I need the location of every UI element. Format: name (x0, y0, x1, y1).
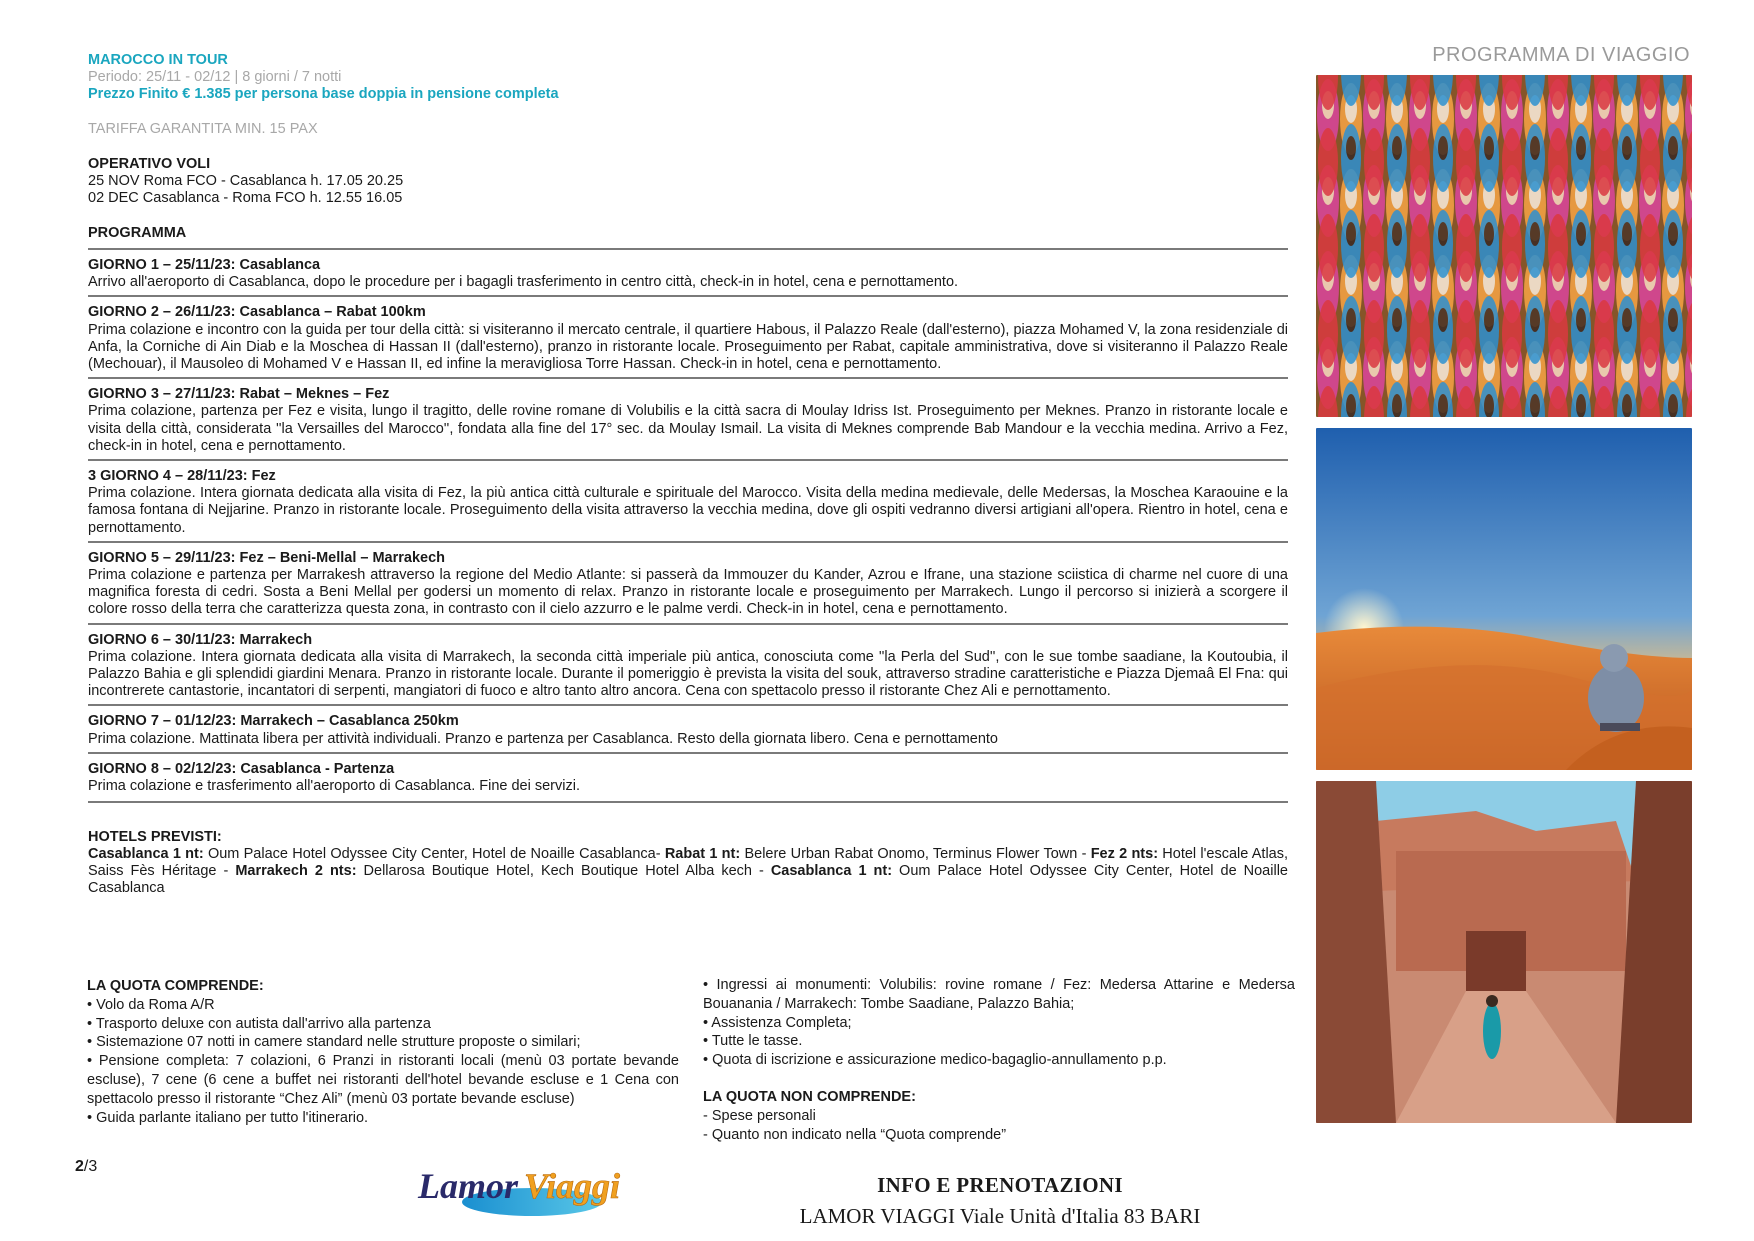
info-address: LAMOR VIAGGI Viale Unità d'Italia 83 BARI (799, 1204, 1201, 1228)
day-title: 3 GIORNO 4 – 28/11/23: Fez (88, 468, 276, 485)
kasbah-alley-photo (1316, 781, 1692, 1123)
includes-right-column (703, 976, 1295, 1144)
includes-item: • Assistenza Completa; (703, 1014, 852, 1031)
day-text: Prima colazione. Mattinata libera per attività individuali. Pranzo e partenza per Casablanca. Resto della giornata libero. Cena e pernottamento (88, 730, 998, 747)
day-text: Prima colazione e trasferimento all'aeroporto di Casablanca. Fine dei servizi. (88, 778, 580, 795)
day-text: Prima colazione e incontro con la guida per tour della città: si visiteranno il mercato centrale, il quartiere Habous, il Palazzo Reale (dall'esterno), piazza Mohamed V, la zona residenziale di Anfa, la Corniche di Ain Diab e la Moschea di Hassan II (dall'esterno), pranzo in ristorante locale. Proseguimento per Rabat, capitale amministrativa, dove si visiteranno il Palazzo Reale (Mechouar), il Mausoleo di Mohamed V e Hassan II, ed infine la meravigliosa Torre Hassan. Check-in in hotel, cena e pernottamento. (88, 321, 1288, 373)
includes-item: • Sistemazione 07 notti in camere standard nelle strutture proposte o similari; (87, 1034, 581, 1051)
hotels-heading: HOTELS PREVISTI: (88, 829, 222, 846)
includes-item: • Tutte le tasse. (703, 1033, 803, 1050)
includes-item: • Pensione completa: 7 colazioni, 6 Pranzi in ristoranti locali (menù 03 portate bevande escluse), 7 cene (6 cene a buffet nei ristoranti dell'hotel bevande escluse e 1 Cena con spettacolo presso il ristorante “Chez Ali” (menù 03 portate bevande escluse) (87, 1053, 679, 1107)
tariff-note: TARIFFA GARANTITA MIN. 15 PAX (88, 121, 318, 137)
includes-item: • Volo da Roma A/R (87, 996, 215, 1013)
day-title: GIORNO 1 – 25/11/23: Casablanca (88, 257, 321, 273)
lamor-viaggi-logo (412, 1158, 652, 1222)
page-header-title: PROGRAMMA DI VIAGGIO (1432, 44, 1690, 66)
svg-text:Viaggi: Viaggi (524, 1166, 621, 1206)
flight-row-2: 02 DEC Casablanca - Roma FCO h. 12.55 16.05 (88, 190, 403, 206)
hotels-list: Casablanca 1 nt: Oum Palace Hotel Odyssee City Center, Hotel de Noaille Casablanca- Rabat 1 nt: Belere Urban Rabat Onomo, Terminus Flower Town - Fez 2 nts: Hotel l'escale Atlas, Saiss Fès Héritage - Marrakech 2 nts: Dellarosa Boutique Hotel, Kech Boutique Hotel Alba kech - Casablanca 1 nt: Oum Palace Hotel Odyssee City Center, Hotel de Noaille Casablanca (88, 846, 1289, 897)
flights-heading: OPERATIVO VOLI (88, 156, 211, 172)
day-title: GIORNO 5 – 29/11/23: Fez – Beni-Mellal – Marrakech (88, 549, 446, 566)
svg-text:Lamor: Lamor (418, 1166, 519, 1206)
day-title: GIORNO 2 – 26/11/23: Casablanca – Rabat 100km (88, 304, 426, 321)
day-text: Prima colazione, partenza per Fez e visita, lungo il tragitto, delle rovine romane di Volubilis e la città sacra di Moulay Idriss Ist. Proseguimento per Meknes. Pranzo in ristorante locale e visita della città, considerata ''la Versailles del Marocco'', fondata alla fine del 17° sec. da Moulay Ismail. La visita di Meknes comprende Bab Mandour e la vecchia medina. Arrivo a Fez, check-in in hotel, cena e pernottamento. (88, 403, 1288, 454)
day-6 (88, 623, 1288, 705)
program-column (88, 52, 1288, 897)
day-text: Prima colazione e partenza per Marrakesh attraverso la regione del Medio Atlante: si passerà da Immouzer du Kander, Azrou e Ifrane, una stazione sciistica di charme nel cuore di una magnifica foresta di cedri. Sosta a Beni Mellal per godersi un momento di relax. Pranzo in ristorante locale e proseguimento per Marrakech. Lungo il percorso si inizierà a scorgere il colore rosso della terra che caratterizza questa zona, in contrasto con il cielo azzurro e le palme verdi. Check-in in hotel, cena e pernottamento. (88, 567, 1288, 618)
includes-item: • Guida parlante italiano per tutto l'itinerario. (87, 1109, 369, 1126)
day-2 (88, 295, 1288, 377)
day-4 (88, 459, 1288, 541)
day-title: GIORNO 6 – 30/11/23: Marrakech (88, 631, 313, 648)
desert-sunset-photo (1316, 428, 1692, 770)
day-text: Prima colazione. Intera giornata dedicata alla visita di Marrakech, la seconda città imperiale più antica, conosciuta come ''la Perla del Sud'', con le sue tombe saadiane, la Koutoubia, il Palazzo Bahia e gli splendidi giardini Menara. Pranzo in ristorante locale. Durante il pomeriggio è prevista la visita del souk, attraverso stradine caratteristiche e Piazza Djemaâ El Fna: qui incontrerete cantastorie, incantatori di serpenti, mangiatori di fuoco e altro tanto altro ancora. Cena con spettacolo presso il ristorante Chez Ali e pernottamento. (88, 648, 1288, 700)
day-8 (88, 752, 1288, 803)
program-heading: PROGRAMMA (88, 225, 187, 241)
day-text: Arrivo all'aeroporto di Casablanca, dopo le procedure per i bagagli trasferimento in centro città, check-in in hotel, cena e pernottamento. (88, 274, 959, 291)
includes-item: • Trasporto deluxe con autista dall'arrivo alla partenza (87, 1015, 431, 1032)
page-number: 2/3 (75, 1158, 98, 1175)
excludes-heading: LA QUOTA NON COMPRENDE: (703, 1088, 916, 1105)
tour-title: MAROCCO IN TOUR (88, 52, 228, 68)
includes-heading: LA QUOTA COMPRENDE: (87, 978, 264, 994)
day-title: GIORNO 8 – 02/12/23: Casablanca - Partenza (88, 760, 395, 777)
day-3 (88, 377, 1288, 459)
day-5 (88, 541, 1288, 623)
includes-item: • Ingressi ai monumenti: Volubilis: rovine romane / Fez: Medersa Attarine e Medersa Bouanania / Marrakech: Tombe Saadiane, Palazzo Bahia; (703, 977, 1295, 1012)
tour-price: Prezzo Finito € 1.385 per persona base doppia in pensione completa (88, 86, 559, 102)
day-1 (88, 248, 1288, 295)
includes-item: • Quota di iscrizione e assicurazione medico-bagaglio-annullamento p.p. (703, 1052, 1167, 1069)
excludes-item: - Quanto non indicato nella “Quota comprende” (703, 1126, 1007, 1143)
booking-info (760, 1173, 1240, 1229)
tour-period: Periodo: 25/11 - 02/12 | 8 giorni / 7 notti (88, 69, 342, 85)
day-7 (88, 704, 1288, 751)
includes-left-column (87, 977, 679, 1127)
day-text: Prima colazione. Intera giornata dedicata alla visita di Fez, la più antica città culturale e spirituale del Marocco. Visita della medina medievale, delle Medersas, la Moschea Karaouine e la famosa fontana di Nejjarine. Pranzo in ristorante locale. Proseguimento della visita attraverso la vecchia medina, dove gli ospiti vedranno diversi artigiani all'opera. Rientro in hotel, cena e pernottamento. (88, 485, 1288, 536)
info-title: INFO E PRENOTAZIONI (877, 1173, 1123, 1197)
flight-row-1: 25 NOV Roma FCO - Casablanca h. 17.05 20.25 (88, 173, 404, 189)
hotels-section (88, 829, 1288, 897)
day-title: GIORNO 3 – 27/11/23: Rabat – Meknes – Fez (88, 386, 390, 403)
day-title: GIORNO 7 – 01/12/23: Marrakech – Casablanca 250km (88, 713, 459, 730)
excludes-item: - Spese personali (703, 1107, 816, 1124)
babouche-slippers-photo (1316, 75, 1692, 417)
